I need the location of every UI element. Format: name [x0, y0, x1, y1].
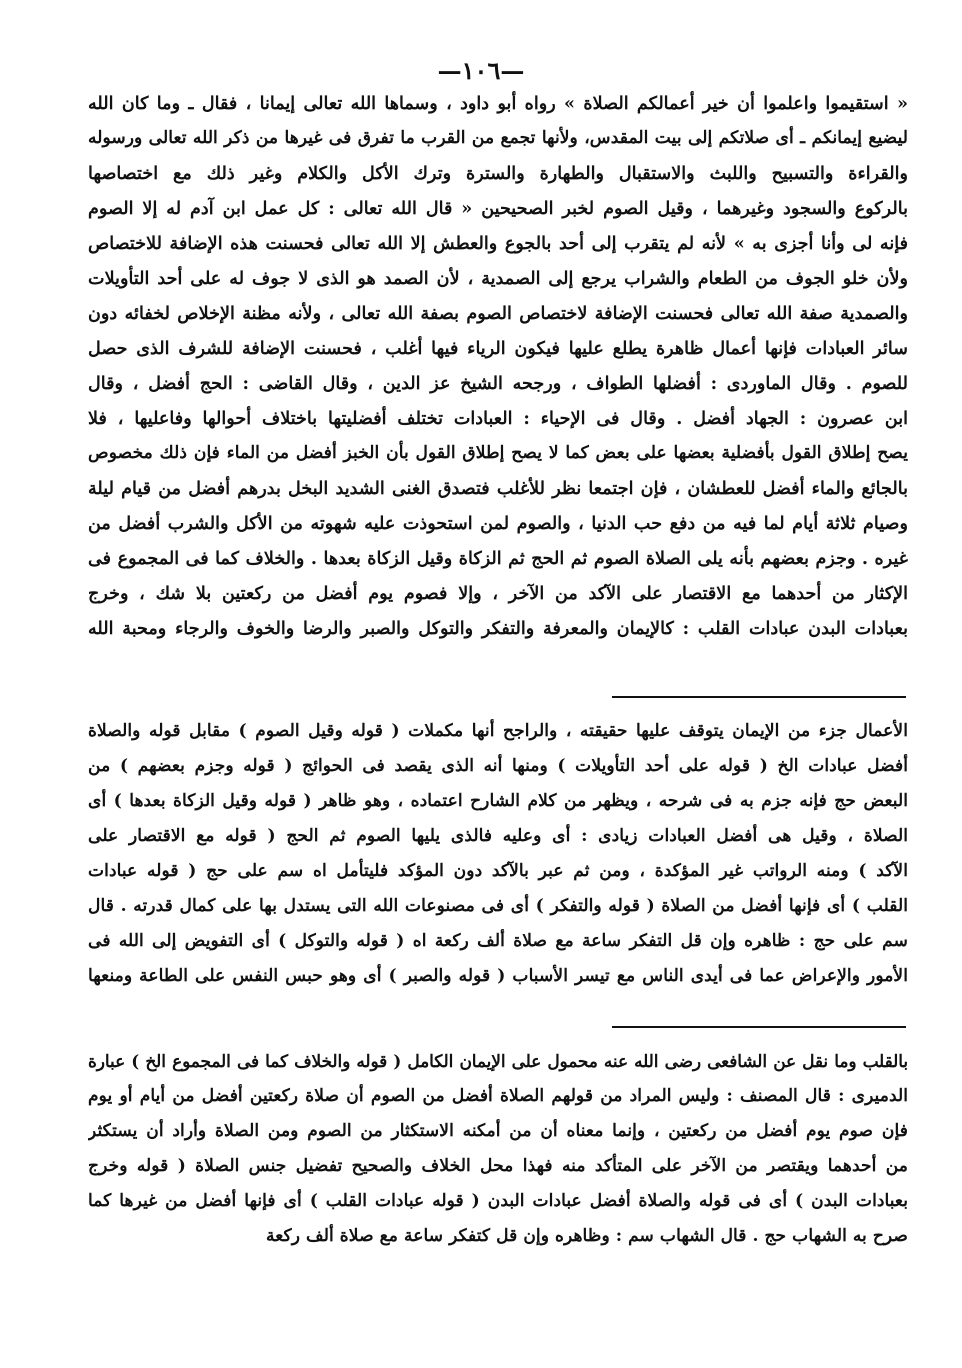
main-text-line: فإنه لى وأنا أجزى به » لأنه لم يتقرب إلى أحد بالجوع والعطش إلا الله تعالى فحسنت هذه الإضافة للاختصاص: [88, 233, 908, 254]
commentary-block-1: [88, 714, 908, 994]
footnote-divider: [612, 696, 906, 698]
commentary-line: القلب ) أى فإنها أفضل من الصلاة ( قوله والتفكر ) أى فى مصنوعات الله التى يستدل بها على كمال قدرته . قال: [88, 896, 908, 916]
main-text-line: وصيام ثلاثة أيام لما فيه من دفع حب الدنيا ، والصوم لمن استحوذت عليه شهوته من الأكل والشرب أفضل من: [88, 513, 908, 534]
commentary-line: فإن صوم يوم أفضل من ركعتين ، وإنما معناه أن من أمكنه الاستكثار من الصوم ومن الصلاة وأراد أن يستكثر: [88, 1121, 908, 1141]
main-text-line: « استقيموا واعلموا أن خير أعمالكم الصلاة » رواه أبو داود ، وسماها الله تعالى إيمانا ، فقال ـ وما كان الله: [88, 93, 908, 114]
commentary-line: من أحدهما ويقتصر من الآخر على المتأكد منه فهذا محل الخلاف والصحيح تفضيل جنس الصلاة ( قوله وخرج: [88, 1156, 908, 1176]
main-text: [88, 86, 908, 646]
main-text-line: ليضيع إيمانكم ـ أى صلاتكم إلى بيت المقدس، ولأنها تجمع من القرب ما تفرق فى غيرها من ذكر الله تعالى ورسوله: [88, 128, 908, 148]
commentary-line: الأعمال جزء من الإيمان يتوقف عليها حقيقته ، والراجح أنها مكملات ( قوله وقيل الصوم ) مقابل قوله والصلاة: [88, 721, 908, 741]
main-text-line: والصمدية صفة الله تعالى فحسنت الإضافة لاختصاص الصوم بصفة الله تعالى ، ولأنه مظنة الإخلاص لخفائه دون: [88, 303, 908, 324]
main-text-line: سائر العبادات فإنها أعمال ظاهرة يطلع عليها فيكون الرياء فيها أغلب ، فحسنت الإضافة للشرف الذى حصل: [88, 338, 908, 359]
main-text-line: للصوم . وقال الماوردى : أفضلها الطواف ، ورجحه الشيخ عز الدين ، وقال القاضى : الحج أفضل ، وقال: [88, 373, 908, 394]
main-text-line: غيره . وجزم بعضهم بأنه يلى الصلاة الصوم ثم الحج ثم الزكاة وقيل الزكاة بعدها . والخلاف كما فى المجموع فى: [88, 548, 908, 569]
main-text-line: بالجائع والماء أفضل للعطشان ، فإن اجتمعا نظر للأغلب فتصدق الغنى الشديد البخل بدرهم أفضل من قيام ليلة: [88, 478, 908, 499]
main-text-line: ابن عصرون : الجهاد أفضل . وقال فى الإحياء : العبادات تختلف أفضليتها باختلاف أحوالها وفاعليها ، فلا: [88, 408, 908, 429]
commentary-line: بعبادات البدن ) أى فى قوله والصلاة أفضل عبادات البدن ( قوله عبادات القلب ) أى فإنها أفضل من غيرها كما: [88, 1191, 908, 1211]
page-number: —١٠٦—: [437, 56, 525, 85]
commentary-line: الدميرى : قال المصنف : وليس المراد من قولهم الصلاة أفضل من الصوم أن صلاة ركعتين أفضل من أيام أو يوم: [88, 1086, 908, 1106]
commentary-block-2: [88, 1044, 908, 1254]
main-text-line: بالركوع والسجود وغيرهما ، وقيل الصوم لخبر الصحيحين « قال الله تعالى : كل عمل ابن آدم له إلا الصوم: [88, 198, 908, 219]
commentary-line: الأمور والإعراض عما فى أيدى الناس مع تيسر الأسباب ( قوله والصبر ) أى وهو حبس النفس على الطاعة ومنعها: [88, 966, 908, 986]
commentary-line: البعض حج فإنه جزم به فى شرحه ، ويظهر من كلام الشارح اعتماده ، وهو ظاهر ( قوله وقيل الزكاة بعدها ) أى: [88, 791, 908, 811]
commentary-line: أفضل عبادات الخ ( قوله على أحد التأويلات ) ومنها أنه الذى يقصد فى الحوائج ( قوله وجزم بعضهم ) من: [88, 756, 908, 776]
commentary-line: صرح به الشهاب حج . قال الشهاب سم : وظاهره وإن قل كتفكر ساعة مع صلاة ألف ركعة: [266, 1226, 908, 1246]
main-text-line: يصح إطلاق القول بأفضلية بعضها على بعض كما لا يصح إطلاق القول بأن الخبز أفضل من الماء فإن ذلك مخصوص: [88, 443, 908, 463]
main-text-line: الإكثار من أحدهما مع الاقتصار على الآكد من الآخر ، وإلا فصوم يوم أفضل من ركعتين بلا شك ، وخرج: [88, 583, 908, 604]
commentary-line: الصلاة ، وقيل هى أفضل العبادات زيادى : أى وعليه فالذى يليها الصوم ثم الحج ( قوله مع الاقتصار على: [88, 826, 908, 846]
main-text-line: والقراءة والتسبيح واللبث والاستقبال والطهارة والسترة وترك الأكل والكلام وغير ذلك مع اختصاصها: [88, 163, 908, 184]
commentary-line: الآكد ) ومنه الرواتب غير المؤكدة ، ومن ثم عبر بالآكد دون المؤكد فليتأمل اه سم على حج ( قوله عبادات: [88, 861, 908, 881]
main-text-line: بعبادات البدن عبادات القلب : كالإيمان والمعرفة والتفكر والتوكل والصبر والرضا والخوف والرجاء ومحبة الله: [88, 618, 908, 639]
main-text-line: ولأن خلو الجوف من الطعام والشراب يرجع إلى الصمدية ، لأن الصمد هو الذى لا جوف له على أحد التأويلات: [88, 268, 908, 289]
commentary-line: بالقلب وما نقل عن الشافعى رضى الله عنه محمول على الإيمان الكامل ( قوله والخلاف كما فى المجموع الخ ) عبارة: [88, 1051, 908, 1071]
commentary-line: سم على حج : ظاهره وإن قل التفكر ساعة مع صلاة ألف ركعة اه ( قوله والتوكل ) أى التفويض إلى الله فى: [88, 931, 908, 951]
footnote-divider: [612, 1026, 906, 1028]
